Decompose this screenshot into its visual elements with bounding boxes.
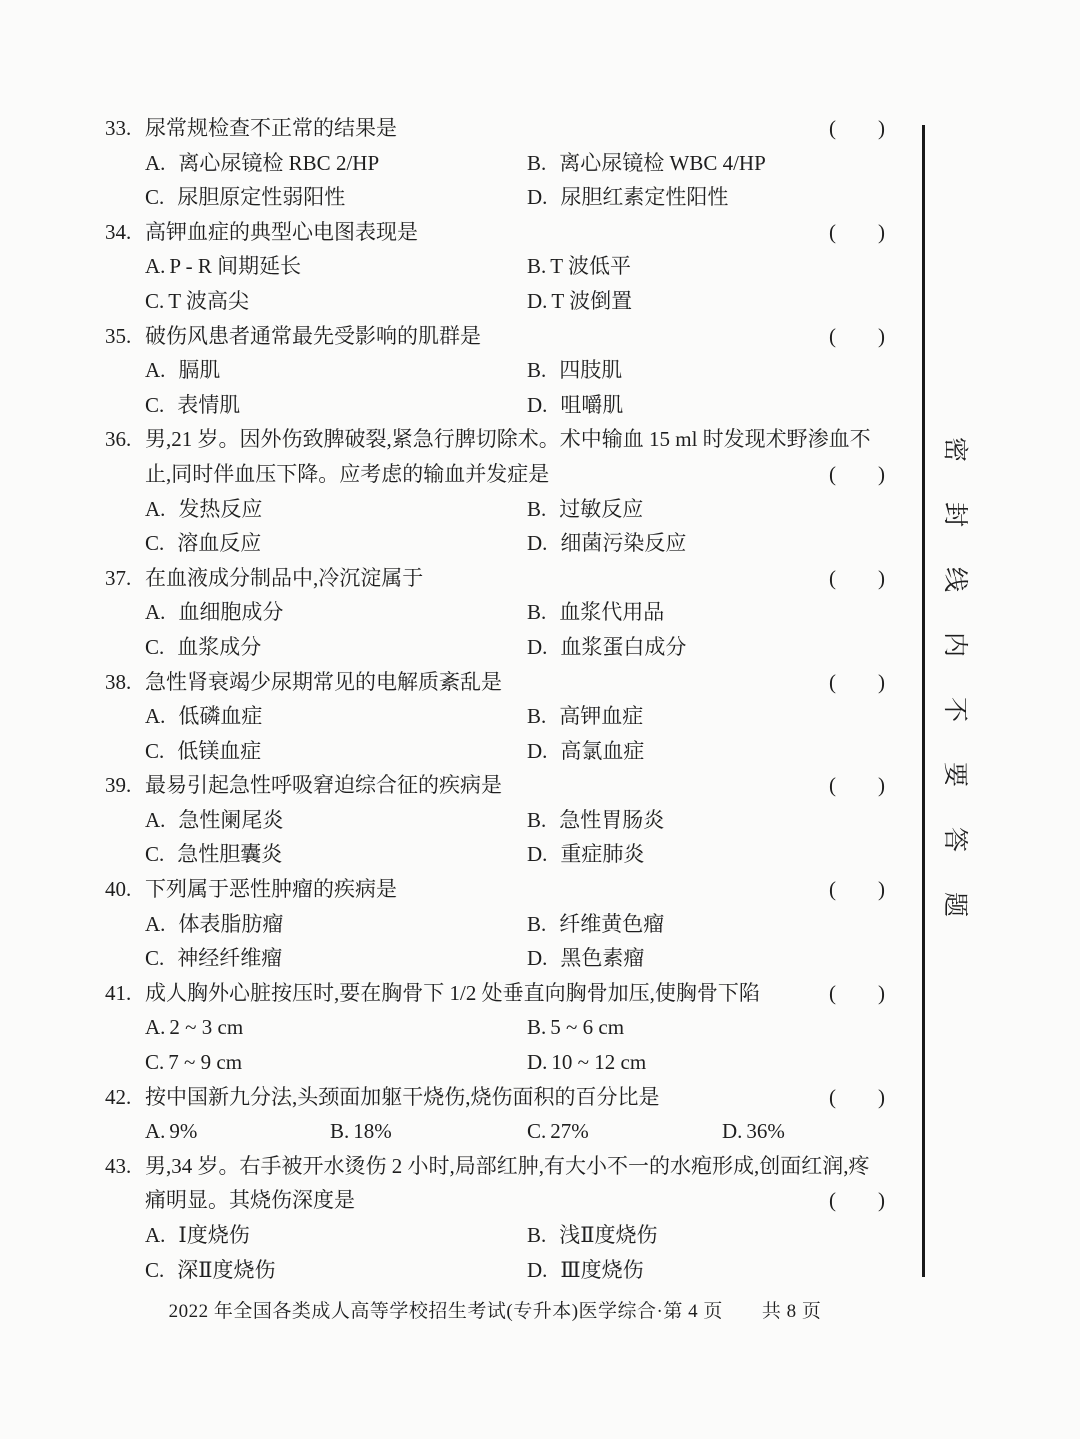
option-label: D. xyxy=(527,531,548,556)
answer-bracket: ( ) xyxy=(829,1084,885,1109)
question-first-line xyxy=(105,215,885,250)
option-item xyxy=(527,353,885,388)
option-text: 36% xyxy=(746,1119,785,1144)
question-line-continued xyxy=(105,1183,885,1218)
option-item xyxy=(145,146,527,181)
question-number: 43. xyxy=(105,1153,132,1178)
question-number: 34. xyxy=(105,219,132,244)
question-text: 破伤风患者通常最先受影响的肌群是 xyxy=(145,323,481,348)
question-text: 尿常规检查不正常的结果是 xyxy=(145,116,397,140)
question-text: 最易引起急性呼吸窘迫综合征的疾病是 xyxy=(145,773,502,798)
question-text: 按中国新九分法,头颈面加躯干烧伤,烧伤面积的百分比是 xyxy=(145,1084,660,1109)
option-item xyxy=(330,1114,527,1149)
option-item xyxy=(145,388,527,423)
seal-text-char: 封 xyxy=(941,501,969,528)
option-item xyxy=(527,1045,885,1080)
option-label: B. xyxy=(527,1015,547,1040)
option-item xyxy=(145,180,527,215)
options-grid xyxy=(105,146,885,215)
answer-bracket: ( ) xyxy=(829,219,885,244)
option-item xyxy=(527,388,885,423)
option-label: A. xyxy=(145,1223,166,1247)
option-item xyxy=(145,595,527,630)
seal-text-char: 内 xyxy=(941,631,969,658)
option-item xyxy=(527,595,885,630)
option-label: B. xyxy=(527,600,547,625)
option-item xyxy=(145,1010,527,1045)
question-item xyxy=(105,1080,885,1149)
option-item xyxy=(145,1045,527,1080)
question-first-line xyxy=(105,768,885,803)
option-item xyxy=(527,1218,885,1253)
option-label: C. xyxy=(145,946,165,971)
option-label: C. xyxy=(145,288,165,313)
answer-bracket: ( ) xyxy=(829,980,885,1005)
option-text: 尿胆红素定性阳性 xyxy=(560,185,729,210)
option-text: 低磷血症 xyxy=(178,704,263,729)
option-label: C. xyxy=(145,842,165,867)
option-label: B. xyxy=(330,1119,350,1144)
option-text: 离心尿镜检 RBC 2/HP xyxy=(178,150,380,175)
option-item xyxy=(527,1114,722,1149)
option-text: 膈肌 xyxy=(178,358,221,383)
option-label: D. xyxy=(527,392,548,417)
option-item xyxy=(527,1010,885,1045)
option-item xyxy=(527,907,885,942)
option-text: 浅Ⅱ度烧伤 xyxy=(559,1223,658,1247)
question-number: 35. xyxy=(105,323,132,348)
option-text: 细菌污染反应 xyxy=(560,531,687,556)
question-first-line xyxy=(105,319,885,354)
option-text: 溶血反应 xyxy=(177,531,262,556)
option-label: C. xyxy=(145,1050,165,1075)
option-text: 5 ~ 6 cm xyxy=(550,1015,625,1040)
option-label: C. xyxy=(145,185,165,210)
option-text: T 波高尖 xyxy=(168,288,249,313)
option-text: 四肢肌 xyxy=(559,358,623,383)
option-text: Ⅰ度烧伤 xyxy=(178,1223,250,1247)
option-text: 重症肺炎 xyxy=(560,842,645,867)
option-item xyxy=(527,492,885,527)
option-text: 黑色素瘤 xyxy=(560,946,645,971)
question-text: 男,21 岁。因外伤致脾破裂,紧急行脾切除术。术中输血 15 ml 时发现术野渗血不 xyxy=(145,427,871,452)
answer-bracket: ( ) xyxy=(829,323,885,348)
option-label: B. xyxy=(527,1223,547,1247)
option-label: A. xyxy=(145,1015,166,1040)
option-item xyxy=(527,699,885,734)
option-item xyxy=(527,180,885,215)
option-label: A. xyxy=(145,1119,166,1144)
question-item xyxy=(105,665,885,769)
question-text: 高钾血症的典型心电图表现是 xyxy=(145,219,418,244)
options-grid xyxy=(105,699,885,768)
answer-bracket: ( ) xyxy=(829,461,885,486)
option-label: D. xyxy=(527,185,548,210)
answer-bracket: ( ) xyxy=(829,877,885,902)
option-label: D. xyxy=(527,634,548,659)
option-text: 血浆代用品 xyxy=(559,600,665,625)
question-number: 42. xyxy=(105,1084,132,1109)
option-label: B. xyxy=(527,254,547,279)
question-first-line xyxy=(105,422,885,457)
answer-bracket: ( ) xyxy=(829,773,885,798)
question-item xyxy=(105,422,885,560)
answer-bracket: ( ) xyxy=(829,116,885,140)
option-item xyxy=(527,734,885,769)
question-text: 下列属于恶性肿瘤的疾病是 xyxy=(145,877,397,902)
question-number: 41. xyxy=(105,980,132,1005)
option-text: 深Ⅱ度烧伤 xyxy=(177,1257,276,1282)
question-text: 男,34 岁。右手被开水烫伤 2 小时,局部红肿,有大小不一的水疱形成,创面红润,疼 xyxy=(145,1153,870,1178)
page-footer: 2022 年全国各类成人高等学校招生考试(专升本)医学综合·第 4 页 共 8 页 xyxy=(168,1301,822,1322)
question-text: 止,同时伴血压下降。应考虑的输血并发症是 xyxy=(145,461,550,486)
question-number: 37. xyxy=(105,565,132,590)
option-item xyxy=(145,941,527,976)
options-grid xyxy=(105,1114,885,1149)
option-text: 急性胃肠炎 xyxy=(559,807,665,832)
option-item xyxy=(527,630,885,665)
option-item xyxy=(145,1253,527,1288)
option-text: 血浆成分 xyxy=(177,634,262,659)
option-label: C. xyxy=(145,392,165,417)
question-text: 成人胸外心脏按压时,要在胸骨下 1/2 处垂直向胸骨加压,使胸骨下陷 xyxy=(145,980,760,1005)
option-item xyxy=(527,249,885,284)
question-first-line xyxy=(105,561,885,596)
seal-text-char: 要 xyxy=(941,761,969,788)
seal-text-char: 题 xyxy=(941,891,969,918)
seal-line xyxy=(922,125,925,1277)
option-text: 血细胞成分 xyxy=(178,600,284,625)
option-label: D. xyxy=(527,288,548,313)
option-text: 尿胆原定性弱阳性 xyxy=(177,185,346,210)
seal-text-char: 答 xyxy=(941,826,969,853)
option-text: 体表脂肪瘤 xyxy=(178,911,284,936)
seal-text-char: 线 xyxy=(941,566,969,593)
option-text: 神经纤维瘤 xyxy=(177,946,283,971)
option-item xyxy=(722,1114,885,1149)
option-item xyxy=(145,837,527,872)
option-label: B. xyxy=(527,358,547,383)
options-grid xyxy=(105,249,885,318)
option-item xyxy=(145,630,527,665)
option-label: A. xyxy=(145,911,166,936)
question-item xyxy=(105,976,885,1080)
option-text: 血浆蛋白成分 xyxy=(560,634,687,659)
option-item xyxy=(527,284,885,319)
question-first-line xyxy=(105,976,885,1011)
option-text: 高钾血症 xyxy=(559,704,644,729)
options-grid xyxy=(105,1218,885,1287)
option-label: A. xyxy=(145,254,166,279)
option-label: D. xyxy=(527,1050,548,1075)
option-label: C. xyxy=(145,634,165,659)
question-number: 38. xyxy=(105,669,132,694)
option-text: 离心尿镜检 WBC 4/HP xyxy=(559,150,766,175)
option-text: 10 ~ 12 cm xyxy=(551,1050,647,1075)
option-item xyxy=(527,146,885,181)
question-first-line xyxy=(105,872,885,907)
option-item xyxy=(145,803,527,838)
option-item xyxy=(145,907,527,942)
option-label: B. xyxy=(527,911,547,936)
question-text: 在血液成分制品中,冷沉淀属于 xyxy=(145,565,424,590)
options-grid xyxy=(105,1010,885,1079)
question-item xyxy=(105,768,885,872)
option-label: C. xyxy=(145,1257,165,1282)
seal-text-char: 不 xyxy=(941,696,969,723)
options-grid xyxy=(105,803,885,872)
question-first-line xyxy=(105,1080,885,1115)
option-text: T 波倒置 xyxy=(551,288,633,313)
question-number: 36. xyxy=(105,427,132,452)
option-text: 急性胆囊炎 xyxy=(177,842,283,867)
answer-bracket: ( ) xyxy=(829,565,885,590)
seal-text-char: 密 xyxy=(941,436,969,463)
option-label: A. xyxy=(145,358,166,383)
option-label: A. xyxy=(145,150,166,175)
option-label: D. xyxy=(722,1119,743,1144)
options-grid xyxy=(105,492,885,561)
option-label: A. xyxy=(145,496,166,521)
question-item xyxy=(105,111,885,215)
question-number: 33. xyxy=(105,116,132,140)
option-item xyxy=(145,249,527,284)
option-text: T 波低平 xyxy=(550,254,631,279)
answer-bracket: ( ) xyxy=(829,1188,885,1213)
option-item xyxy=(527,1253,885,1288)
option-label: C. xyxy=(145,738,165,763)
question-number: 40. xyxy=(105,877,132,902)
option-item xyxy=(145,699,527,734)
option-item xyxy=(145,284,527,319)
option-label: B. xyxy=(527,150,547,175)
question-line-continued xyxy=(105,457,885,492)
option-label: D. xyxy=(527,738,548,763)
option-text: 发热反应 xyxy=(178,496,263,521)
option-label: C. xyxy=(527,1119,547,1144)
option-label: D. xyxy=(527,842,548,867)
option-text: 急性阑尾炎 xyxy=(178,807,284,832)
option-text: 高氯血症 xyxy=(560,738,645,763)
option-label: D. xyxy=(527,1257,548,1282)
option-item xyxy=(145,353,527,388)
question-number: 39. xyxy=(105,773,132,798)
question-item xyxy=(105,872,885,976)
option-text: 2 ~ 3 cm xyxy=(169,1015,244,1040)
question-text: 痛明显。其烧伤深度是 xyxy=(145,1188,355,1213)
option-item xyxy=(145,1114,330,1149)
options-grid xyxy=(105,595,885,664)
option-text: 纤维黄色瘤 xyxy=(559,911,665,936)
question-item xyxy=(105,215,885,319)
answer-bracket: ( ) xyxy=(829,669,885,694)
seal-text xyxy=(938,437,972,957)
option-label: A. xyxy=(145,807,166,832)
options-grid xyxy=(105,907,885,976)
option-item xyxy=(145,526,527,561)
option-item xyxy=(145,492,527,527)
option-text: 过敏反应 xyxy=(559,496,644,521)
option-label: B. xyxy=(527,496,547,521)
question-text: 急性肾衰竭少尿期常见的电解质紊乱是 xyxy=(145,669,502,694)
option-text: 低镁血症 xyxy=(177,738,262,763)
option-item xyxy=(145,734,527,769)
option-text: 18% xyxy=(353,1119,392,1144)
question-first-line xyxy=(105,665,885,700)
option-text: 27% xyxy=(550,1119,589,1144)
option-label: B. xyxy=(527,704,547,729)
questions-area xyxy=(105,111,885,1287)
option-item xyxy=(527,526,885,561)
options-grid xyxy=(105,353,885,422)
option-label: D. xyxy=(527,946,548,971)
option-item xyxy=(527,803,885,838)
option-text: P - R 间期延长 xyxy=(169,254,302,279)
question-item xyxy=(105,319,885,423)
option-item xyxy=(527,837,885,872)
option-item xyxy=(527,941,885,976)
option-label: A. xyxy=(145,704,166,729)
option-label: C. xyxy=(145,531,165,556)
question-first-line xyxy=(105,1149,885,1184)
option-text: Ⅲ度烧伤 xyxy=(560,1257,644,1282)
question-first-line xyxy=(105,111,885,146)
option-text: 咀嚼肌 xyxy=(560,392,624,417)
question-item xyxy=(105,561,885,665)
option-label: A. xyxy=(145,600,166,625)
option-label: B. xyxy=(527,807,547,832)
option-text: 7 ~ 9 cm xyxy=(168,1050,243,1075)
option-text: 9% xyxy=(169,1119,198,1144)
option-text: 表情肌 xyxy=(177,392,241,417)
question-item xyxy=(105,1149,885,1287)
option-item xyxy=(145,1218,527,1253)
